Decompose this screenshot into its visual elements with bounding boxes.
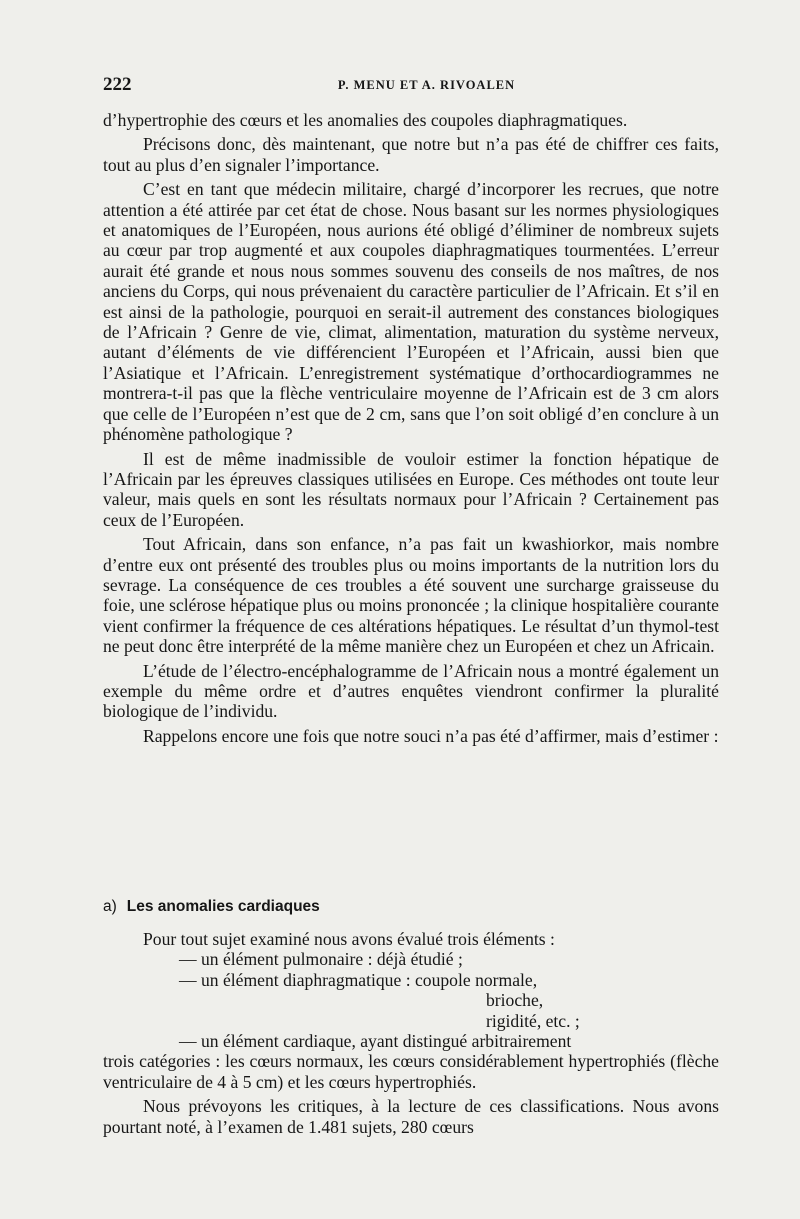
closing-paragraph: Nous prévoyons les critiques, à la lecture de ces classifications. Nous avons pourtant noté, à l’examen de 1.481 sujets, 280 cœurs xyxy=(103,1096,719,1137)
paragraph: Rappelons encore une fois que notre souci n’a pas été d’affirmer, mais d’estimer : xyxy=(143,725,719,746)
list-sub-item: rigidité, etc. ; xyxy=(486,1010,580,1031)
page-header xyxy=(103,74,720,96)
list-item: — un élément pulmonaire : déjà étudié ; xyxy=(179,949,463,970)
list-item-lead: — un élément cardiaque, ayant distingué arbitrairement xyxy=(179,1031,572,1052)
paragraph: Précisons donc, dès maintenant, que notre but n’a pas été de chiffrer ces faits, tout au plus d’en signaler l’importance. xyxy=(103,134,719,175)
section-title: Les anomalies cardiaques xyxy=(126,898,320,915)
list-intro: Pour tout sujet examiné nous avons évalué trois éléments : xyxy=(143,929,555,949)
section-marker: a) xyxy=(103,898,117,915)
list-item-rest: trois catégories : les cœurs normaux, les cœurs considérablement hypertrophiés (flèche ventriculaire de 4 à 5 cm) et les cœurs hypertrophiés. xyxy=(103,1051,719,1092)
paragraph: L’étude de l’électro-encéphalogramme de l’Africain nous a montré également un exemple du même ordre et d’autres enquêtes viendront confirmer la pluralité biologique de l’individu. xyxy=(103,660,719,722)
list-sub-item: brioche, xyxy=(486,990,544,1011)
paragraph: Tout Africain, dans son enfance, n’a pas fait un kwashiorkor, mais nombre d’entre eux ont présenté des troubles plus ou moins importants de la nutrition lors du sevrage. La conséquence de ces troubles a été souvent une surcharge graisseuse du foie, une sclérose hépatique plus ou moins prononcée ; la clinique hospitalière courante vient confirmer la fréquence de ces altérations hépatiques. Le résultat d’un thymol-test ne peut donc être interprété de la même manière chez un Européen et chez un Africain. xyxy=(103,534,719,657)
paragraph: C’est en tant que médecin militaire, chargé d’incorporer les recrues, que notre attention a été attirée par cet état de chose. Nous basant sur les normes physiologiques et anatomiques de l’Européen, nous aurions été obligé d’éliminer de nombreux sujets au cœur par trop augmenté et aux coupoles diaphragmatiques tourmentées. L’erreur aurait été grande et nous nous sommes souvenu des conseils de nos maîtres, de nos anciens du Corps, qui nous prévenaient du caractère particulier de l’Africain. Et s’il en est ainsi de la pathologie, pourquoi en serait-il autrement des constances biologiques de l’Africain ? Genre de vie, climat, alimentation, maturation du système nerveux, autant d’éléments de vie différencient l’Européen et l’Africain, aussi bien que l’Asiatique et l’Africain. L’enregistrement systématique d’orthocardiogrammes ne montrera-t-il pas que la flèche ventriculaire moyenne de l’Africain est de 3 cm alors que celle de l’Européen n’est que de 2 cm, sans que l’on soit obligé d’en conclure à un phénomène pathologique ? xyxy=(103,179,719,445)
page-number: 222 xyxy=(103,74,132,95)
section-heading xyxy=(103,898,320,916)
elements-list xyxy=(103,929,719,1137)
list-item: — un élément diaphragmatique : coupole normale, xyxy=(179,969,538,990)
running-title: P. MENU ET A. RIVOALEN xyxy=(337,78,516,92)
body-text xyxy=(103,110,719,746)
paragraph: Il est de même inadmissible de vouloir estimer la fonction hépatique de l’Africain par les épreuves classiques utilisées en Europe. Ces méthodes ont toute leur valeur, mais quels en sont les résultats normaux pour l’Africain ? Certainement pas ceux de l’Européen. xyxy=(103,448,719,530)
list-item xyxy=(103,1031,719,1092)
paragraph: d’hypertrophie des cœurs et les anomalies des coupoles diaphragmatiques. xyxy=(103,110,628,130)
